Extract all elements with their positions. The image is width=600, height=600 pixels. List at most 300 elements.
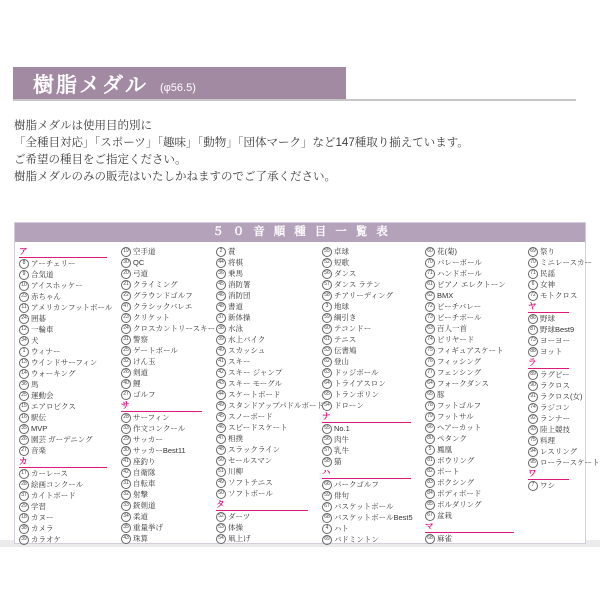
item-row [19,280,121,291]
section-header: ハ [322,467,411,479]
item-number: 69 [528,247,538,257]
item-row [121,345,216,356]
item-number: 45 [216,412,226,422]
item-number: 12 [19,325,29,335]
item-row [216,389,322,400]
item-label: レスリング [540,447,578,456]
item-label: スラックライン [228,445,281,454]
item-number: 24 [121,324,131,334]
item-label: ボルダリング [437,500,482,509]
item-row [425,499,528,510]
item-number: 18 [19,513,29,523]
item-label: ヨーヨー [540,336,570,345]
item-label: 消防署 [228,280,251,289]
item-label: 書道 [228,302,243,311]
item-number: 77 [425,368,435,378]
item-number: 49 [216,478,226,488]
item-row [216,334,322,345]
item-number: 33 [121,424,131,434]
item-row [322,268,425,279]
item-label: 犬 [31,336,39,345]
table-body [15,242,600,545]
item-label: エアロビクス [31,402,76,411]
item-label: フィッシング [437,357,482,366]
item-number: 29 [121,435,131,445]
item-row [216,257,322,268]
item-row [322,434,425,445]
item-number: 5 [425,445,435,455]
section-header: カ [19,456,107,468]
item-label: スピードスケート [228,423,288,432]
item-row [322,279,425,290]
section-header: ア [19,246,107,258]
item-number: 62 [425,291,435,301]
item-label: クロスカントリースキー [133,324,216,333]
item-number: 47 [216,434,226,444]
item-row [322,512,425,523]
item-label: グラウンドゴルフ [133,291,193,300]
item-label: 馬 [31,380,39,389]
item-row [322,445,425,456]
item-row [121,500,216,511]
item-row [425,246,528,257]
item-number: 58 [322,291,332,301]
item-label: 肉牛 [334,435,349,444]
item-label: スノーボード [228,412,273,421]
item-row [121,445,216,456]
item-label: 弓道 [133,269,148,278]
item-label: ヘアーカット [437,423,482,432]
item-row [121,378,216,389]
item-row [425,433,528,444]
item-row [121,334,216,345]
item-row [19,445,121,456]
item-number: 38 [19,524,29,534]
item-label: 警察 [133,335,148,344]
item-row [425,301,528,312]
item-label: 俳句 [334,491,349,500]
item-row [528,257,593,268]
item-number: 67 [322,502,332,512]
item-row [19,357,121,368]
item-number: 42 [216,368,226,378]
item-label: 卓球 [334,247,349,256]
item-label: ハンドボール [437,269,482,278]
item-row [528,446,583,457]
section-header: ラ [528,357,569,369]
item-number: 32 [121,357,131,367]
item-row [19,313,121,324]
item-label: セールスマン [228,456,273,465]
item-label: クリケット [133,313,170,322]
item-row [19,490,121,501]
item-number: 59 [322,491,332,501]
item-label: ゴルフ [133,390,156,399]
item-number: 46 [216,291,226,301]
item-number: 33 [121,501,131,511]
item-number: 63 [322,368,332,378]
item-row [425,389,528,400]
item-number: 44 [216,258,226,268]
item-number: 4 [322,524,332,534]
item-row [528,413,583,424]
item-label: フェンシング [437,368,482,377]
item-row [322,400,425,411]
item-row [19,423,121,434]
item-row [528,313,583,324]
item-row [216,455,322,466]
item-label: チアリーディング [334,291,393,300]
item-number: 26 [19,435,29,445]
item-row [425,257,528,268]
item-number: 65 [425,390,435,400]
item-label: 野球Best9 [540,325,575,334]
item-number: 35 [19,424,29,434]
item-row [425,334,528,345]
item-label: 百人一首 [437,324,467,333]
item-row [216,367,322,378]
item-number: 35 [121,523,131,533]
item-label: 一輪車 [31,325,54,334]
item-label: 凧上げ [228,534,251,543]
item-number: 59 [322,313,332,323]
item-row [425,411,528,422]
item-number: 13 [19,358,29,368]
item-label: スカッシュ [228,346,266,355]
item-row [528,279,583,290]
item-label: 乗馬 [228,269,243,278]
item-row [121,423,216,434]
intro-line-1: 樹脂メダルは使用目的別に [14,120,152,132]
item-row [19,534,121,545]
item-label: 自衛隊 [133,468,156,477]
item-number: 25 [121,346,131,356]
item-number: 71 [528,269,538,279]
item-row [425,367,528,378]
item-label: 銃剣道 [133,501,156,510]
item-number: 19 [121,247,131,257]
item-label: 音楽 [31,446,46,455]
item-number: 40 [121,379,131,389]
intro-line-2: 「全種目対応」「スポーツ」「趣味」「動物」「団体マーク」など147種取り揃えています。 [14,137,469,149]
item-row [121,301,216,312]
header-underline [13,99,576,101]
item-row [425,466,528,477]
item-number: 78 [425,401,435,411]
item-row [216,411,322,422]
item-label: ミニレースカー [540,258,593,267]
item-row [322,456,425,467]
item-label: ラクロス [540,381,570,390]
item-label: BMX [437,291,454,300]
item-row [425,345,528,356]
item-label: 柔道 [133,512,148,521]
item-row [19,346,121,357]
item-number: 72 [425,302,435,312]
item-row [322,345,425,356]
item-number: 94 [528,447,538,457]
item-label: モトクロス [540,291,578,300]
section-header: マ [425,521,514,533]
item-label: ダンス [334,269,357,278]
item-number: 30 [121,258,131,268]
item-label: 新体操 [228,313,251,322]
item-row [425,477,528,488]
item-row [121,522,216,533]
item-label: 相撲 [228,434,243,443]
item-row [528,424,583,435]
item-number: 67 [425,511,435,521]
item-row [528,246,583,257]
item-number: 40 [216,346,226,356]
item-label: 空手道 [133,247,156,256]
item-number: 68 [425,534,435,544]
item-number: 90 [528,381,538,391]
item-number: 34 [121,512,131,522]
item-row [322,534,425,545]
item-row [216,466,322,477]
item-row [19,479,121,490]
item-row [121,257,216,268]
item-number: 7 [528,481,538,491]
item-number: 66 [322,480,332,490]
item-row [216,488,322,499]
item-number: 64 [425,379,435,389]
item-number: 27 [19,446,29,456]
item-label: 猫 [334,457,342,466]
item-label: フットサル [437,412,474,421]
item-label: 水泳 [228,324,243,333]
item-number: 48 [216,445,226,455]
item-number: 26 [121,368,131,378]
item-label: ハト [334,524,349,533]
item-label: ゲートボール [133,346,178,355]
item-row [216,433,322,444]
item-number: 69 [322,535,332,545]
item-number: 1 [19,347,29,357]
item-row [121,489,216,500]
item-row [425,444,528,455]
item-number: 80 [425,434,435,444]
item-number: 48 [216,302,226,312]
item-row [121,290,216,301]
item-row [216,290,322,301]
item-row [322,257,425,268]
item-label: パークゴルフ [334,480,379,489]
item-label: ダンス ラテン [334,280,381,289]
item-row [528,268,583,279]
item-row [216,378,322,389]
table-column [19,246,121,545]
item-number: 3 [322,302,332,312]
item-label: 水上バイク [228,335,266,344]
item-number: 47 [121,302,131,312]
section-header: サ [121,400,202,412]
item-row [19,258,121,269]
item-row [121,434,216,445]
item-label: ダーツ [228,512,251,521]
item-label: ラクロス(女) [540,392,583,401]
table-column [216,246,322,545]
item-label: カーレース [31,469,68,478]
item-number: 38 [216,324,226,334]
item-label: カヌー [31,513,54,522]
item-row [322,490,425,501]
item-label: ドッジボール [334,368,379,377]
item-label: No.1 [334,424,350,433]
item-number: 92 [528,414,538,424]
item-number: 37 [216,313,226,323]
item-number: 49 [216,401,226,411]
item-row [121,412,216,423]
item-number: 51 [216,467,226,477]
item-label: バレーボール [437,258,482,267]
item-label: スタンドアップパドルボード [228,401,324,410]
item-label: バドミントン [334,535,379,544]
item-row [121,246,216,257]
item-label: 祭り [540,247,555,256]
item-number: 44 [216,390,226,400]
item-row [216,533,322,544]
item-label: ソフトテニス [228,478,273,487]
item-number: 11 [19,303,29,313]
item-row [19,269,121,280]
item-label: 体操 [228,523,243,532]
item-row [425,323,528,334]
item-label: フットゴルフ [437,401,482,410]
item-row [19,390,121,401]
item-number: 57 [322,446,332,456]
item-number: 45 [216,280,226,290]
item-number: 52 [216,512,226,522]
item-label: カラオケ [31,535,61,544]
item-row [322,334,425,345]
item-row [121,279,216,290]
item-label: 料理 [540,436,555,445]
item-label: サッカーBest11 [133,446,186,455]
item-number: 56 [322,269,332,279]
item-row [322,378,425,389]
item-number: 71 [425,269,435,279]
item-number: 37 [19,491,29,501]
item-row [19,412,121,423]
item-number: 87 [528,325,538,335]
item-label: スケートボード [228,390,281,399]
item-number: 75 [425,346,435,356]
item-number: 52 [322,258,332,268]
item-label: 短歌 [334,258,349,267]
item-number: 29 [19,502,29,512]
item-row [425,510,528,521]
item-label: 乳牛 [334,446,349,455]
item-number: 95 [528,458,538,468]
item-number: 83 [425,478,435,488]
item-label: 絵画コンクール [31,480,84,489]
item-number: 28 [121,413,131,423]
item-row [216,356,322,367]
item-number: 64 [322,379,332,389]
table-column [425,246,528,545]
item-row [322,301,425,312]
item-number: 81 [425,456,435,466]
item-row [528,380,583,391]
item-row [322,423,425,434]
item-row [216,279,322,290]
item-number: 41 [121,457,131,467]
item-row [121,456,216,467]
item-row [322,323,425,334]
item-number: 54 [216,534,226,544]
item-number: 24 [19,314,29,324]
item-row [121,323,216,334]
item-row [528,457,600,468]
item-row [528,290,583,301]
item-label: ソフトボール [228,489,273,498]
item-row [425,268,528,279]
item-label: 合気道 [31,270,54,279]
item-label: 珠算 [133,534,148,543]
item-number: 43 [121,534,131,544]
item-label: 女神 [540,280,555,289]
item-number: 86 [528,314,538,324]
item-label: ヨット [540,347,563,356]
item-row [322,367,425,378]
item-row [425,455,528,466]
item-row [322,356,425,367]
item-number: 6 [528,280,538,290]
item-label: ラグビー [540,370,570,379]
item-label: ボクシング [437,478,475,487]
item-number: 82 [425,467,435,477]
item-number: 60 [322,324,332,334]
item-number: 70 [528,258,538,268]
table-column [528,246,600,545]
item-number: 50 [216,456,226,466]
item-row [425,378,528,389]
item-label: カメラ [31,524,54,533]
item-label: アーチェリー [31,259,76,268]
item-number: 42 [121,468,131,478]
item-number: 14 [19,369,29,379]
item-label: 鳳凰 [437,445,452,454]
item-label: ウォーキング [31,369,76,378]
item-number: 89 [528,370,538,380]
item-number: 34 [19,336,29,346]
item-number: 61 [322,335,332,345]
item-number: 68 [322,513,332,523]
item-row [425,312,528,323]
item-label: 駅伝 [31,413,46,422]
item-number: 79 [425,412,435,422]
item-row [19,324,121,335]
item-row [216,345,322,356]
item-number: 91 [528,392,538,402]
item-number: 31 [121,479,131,489]
item-label: 座釣り [133,457,156,466]
item-row [528,435,583,446]
item-label: ウインドサーフィン [31,358,98,367]
item-row [528,324,583,335]
item-number: 46 [216,423,226,433]
item-number: 62 [322,357,332,367]
item-row [19,368,121,379]
item-row [121,312,216,323]
item-label: スキー [228,357,251,366]
item-label: アメリカンフットボール [31,303,113,312]
item-label: ビーチボール [437,313,482,322]
item-row [121,478,216,489]
item-label: フィギュアスケート [437,346,504,355]
